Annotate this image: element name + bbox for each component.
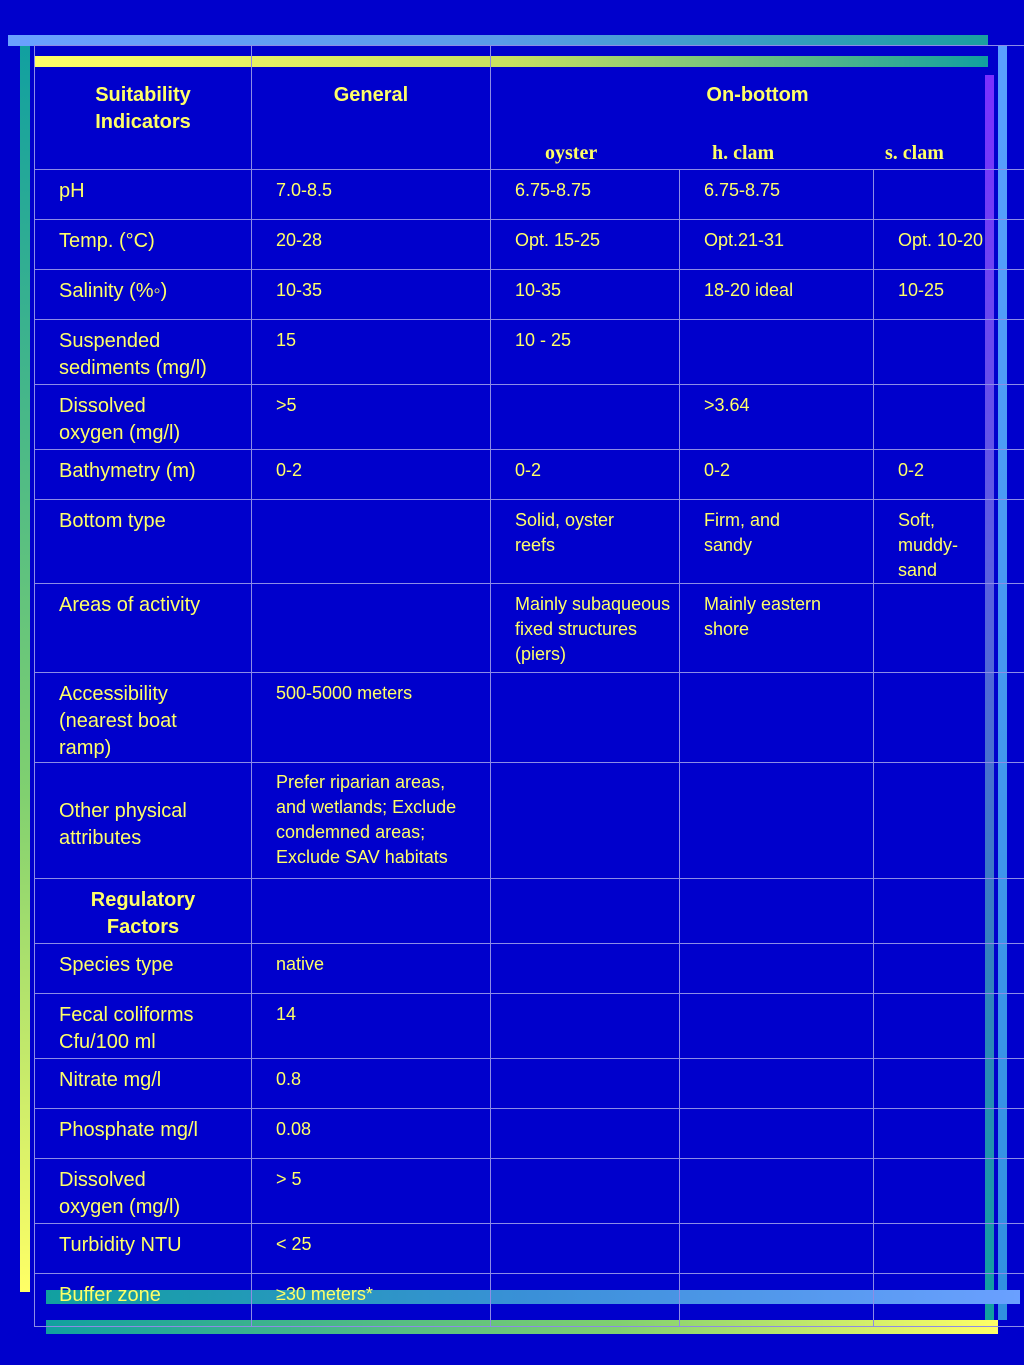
row-label: pH: [59, 180, 85, 202]
row-label: Temp. (°C): [59, 230, 155, 252]
oyster-value: 6.75-8.75: [515, 180, 592, 200]
sub-header-h-clam: h. clam: [712, 142, 775, 164]
general-value: [252, 500, 490, 508]
row-label: Suspended sediments (mg/l): [59, 330, 207, 379]
table-row: [35, 270, 1024, 320]
general-value: 20-28: [276, 230, 323, 250]
row-label: Species type: [59, 954, 174, 976]
general-value: ≥30 meters*: [276, 1284, 373, 1304]
row-label: Accessibility (nearest boat ramp): [59, 683, 177, 759]
h-clam-value: 18-20 ideal: [704, 280, 794, 300]
s-clam-value: [874, 584, 1024, 592]
general-value: 500-5000 meters: [276, 683, 413, 703]
h-clam-value: Firm, and sandy: [704, 510, 781, 555]
h-clam-value: 6.75-8.75: [704, 180, 781, 200]
general-value: Prefer riparian areas, and wetlands; Exclude condemned areas; Exclude SAV habitats: [276, 772, 457, 867]
h-clam-value: [680, 320, 873, 328]
s-clam-value: 0-2: [898, 460, 925, 480]
general-value: >5: [276, 395, 297, 415]
table-row: [35, 584, 1024, 673]
regulatory-factors-heading: Regulatory Factors: [90, 889, 196, 938]
s-clam-value: [874, 385, 1024, 393]
table-row: [35, 994, 1024, 1059]
h-clam-value: [680, 763, 873, 771]
sub-header-oyster: oyster: [545, 142, 598, 164]
oyster-value: 10 - 25: [515, 330, 572, 350]
s-clam-value: [874, 170, 1024, 178]
h-clam-value: >3.64: [704, 395, 750, 415]
header-row: [35, 46, 1024, 170]
s-clam-value: Soft, muddy-sand: [898, 510, 959, 580]
general-value: 0.8: [276, 1069, 302, 1089]
header-general: General: [252, 46, 491, 170]
suitability-table: [34, 45, 1024, 1327]
table-row: [35, 220, 1024, 270]
header-suitability-indicators: Suitability Indicators: [35, 46, 252, 170]
general-value: 0-2: [276, 460, 303, 480]
table-row: [35, 170, 1024, 220]
general-value: 15: [276, 330, 297, 350]
h-clam-value: 0-2: [704, 460, 731, 480]
row-label: Dissolved oxygen (mg/l): [59, 395, 181, 444]
general-value: > 5: [276, 1169, 302, 1189]
row-label: Nitrate mg/l: [59, 1069, 162, 1091]
row-label: Areas of activity: [59, 594, 201, 616]
table-row: [35, 673, 1024, 763]
row-label: Bottom type: [59, 510, 166, 532]
row-label: Fecal coliforms Cfu/100 ml: [59, 1004, 194, 1053]
table-row: [35, 1109, 1024, 1159]
row-label: Bathymetry (m): [59, 460, 196, 482]
row-label: Salinity (%◦): [59, 280, 168, 302]
sub-header-s-clam: s. clam: [885, 142, 944, 164]
general-value: [252, 584, 490, 592]
row-label: Dissolved oxygen (mg/l): [59, 1169, 181, 1218]
s-clam-value: [874, 320, 1024, 328]
oyster-value: Mainly subaqueous fixed structures (piers): [515, 594, 671, 664]
oyster-value: Opt. 15-25: [515, 230, 601, 250]
general-value: < 25: [276, 1234, 312, 1254]
h-clam-value: Opt.21-31: [704, 230, 785, 250]
row-label: Phosphate mg/l: [59, 1119, 198, 1141]
table-row: [35, 385, 1024, 450]
oyster-value: Solid, oyster reefs: [515, 510, 615, 555]
general-value: 10-35: [276, 280, 323, 300]
row-label: Turbidity NTU: [59, 1234, 182, 1256]
table-row: [35, 1159, 1024, 1224]
oyster-value: 10-35: [515, 280, 562, 300]
s-clam-value: 10-25: [898, 280, 945, 300]
table-row: [35, 320, 1024, 385]
oyster-value: [491, 763, 679, 771]
h-clam-value: [680, 673, 873, 681]
general-value: 14: [276, 1004, 297, 1024]
general-value: 0.08: [276, 1119, 312, 1139]
regulatory-heading-row: [35, 879, 1024, 944]
oyster-value: 0-2: [515, 460, 542, 480]
table-row: [35, 944, 1024, 994]
row-label: Buffer zone: [59, 1284, 161, 1306]
s-clam-value: Opt. 10-20: [898, 230, 984, 250]
general-value: 7.0-8.5: [276, 180, 333, 200]
row-label: Other physical attributes: [59, 800, 187, 849]
general-value: native: [276, 954, 325, 974]
oyster-value: [491, 385, 679, 393]
table-row: [35, 450, 1024, 500]
table-row: [35, 1274, 1024, 1327]
s-clam-value: [874, 763, 1024, 771]
header-on-bottom: On-bottom oyster h. clam s. clam: [491, 46, 1024, 170]
oyster-value: [491, 673, 679, 681]
h-clam-value: Mainly eastern shore: [704, 594, 822, 639]
table-row: [35, 763, 1024, 879]
table-row: [35, 500, 1024, 584]
frame-bar-left: [20, 46, 30, 1292]
table-row: [35, 1224, 1024, 1274]
s-clam-value: [874, 673, 1024, 681]
table-row: [35, 1059, 1024, 1109]
